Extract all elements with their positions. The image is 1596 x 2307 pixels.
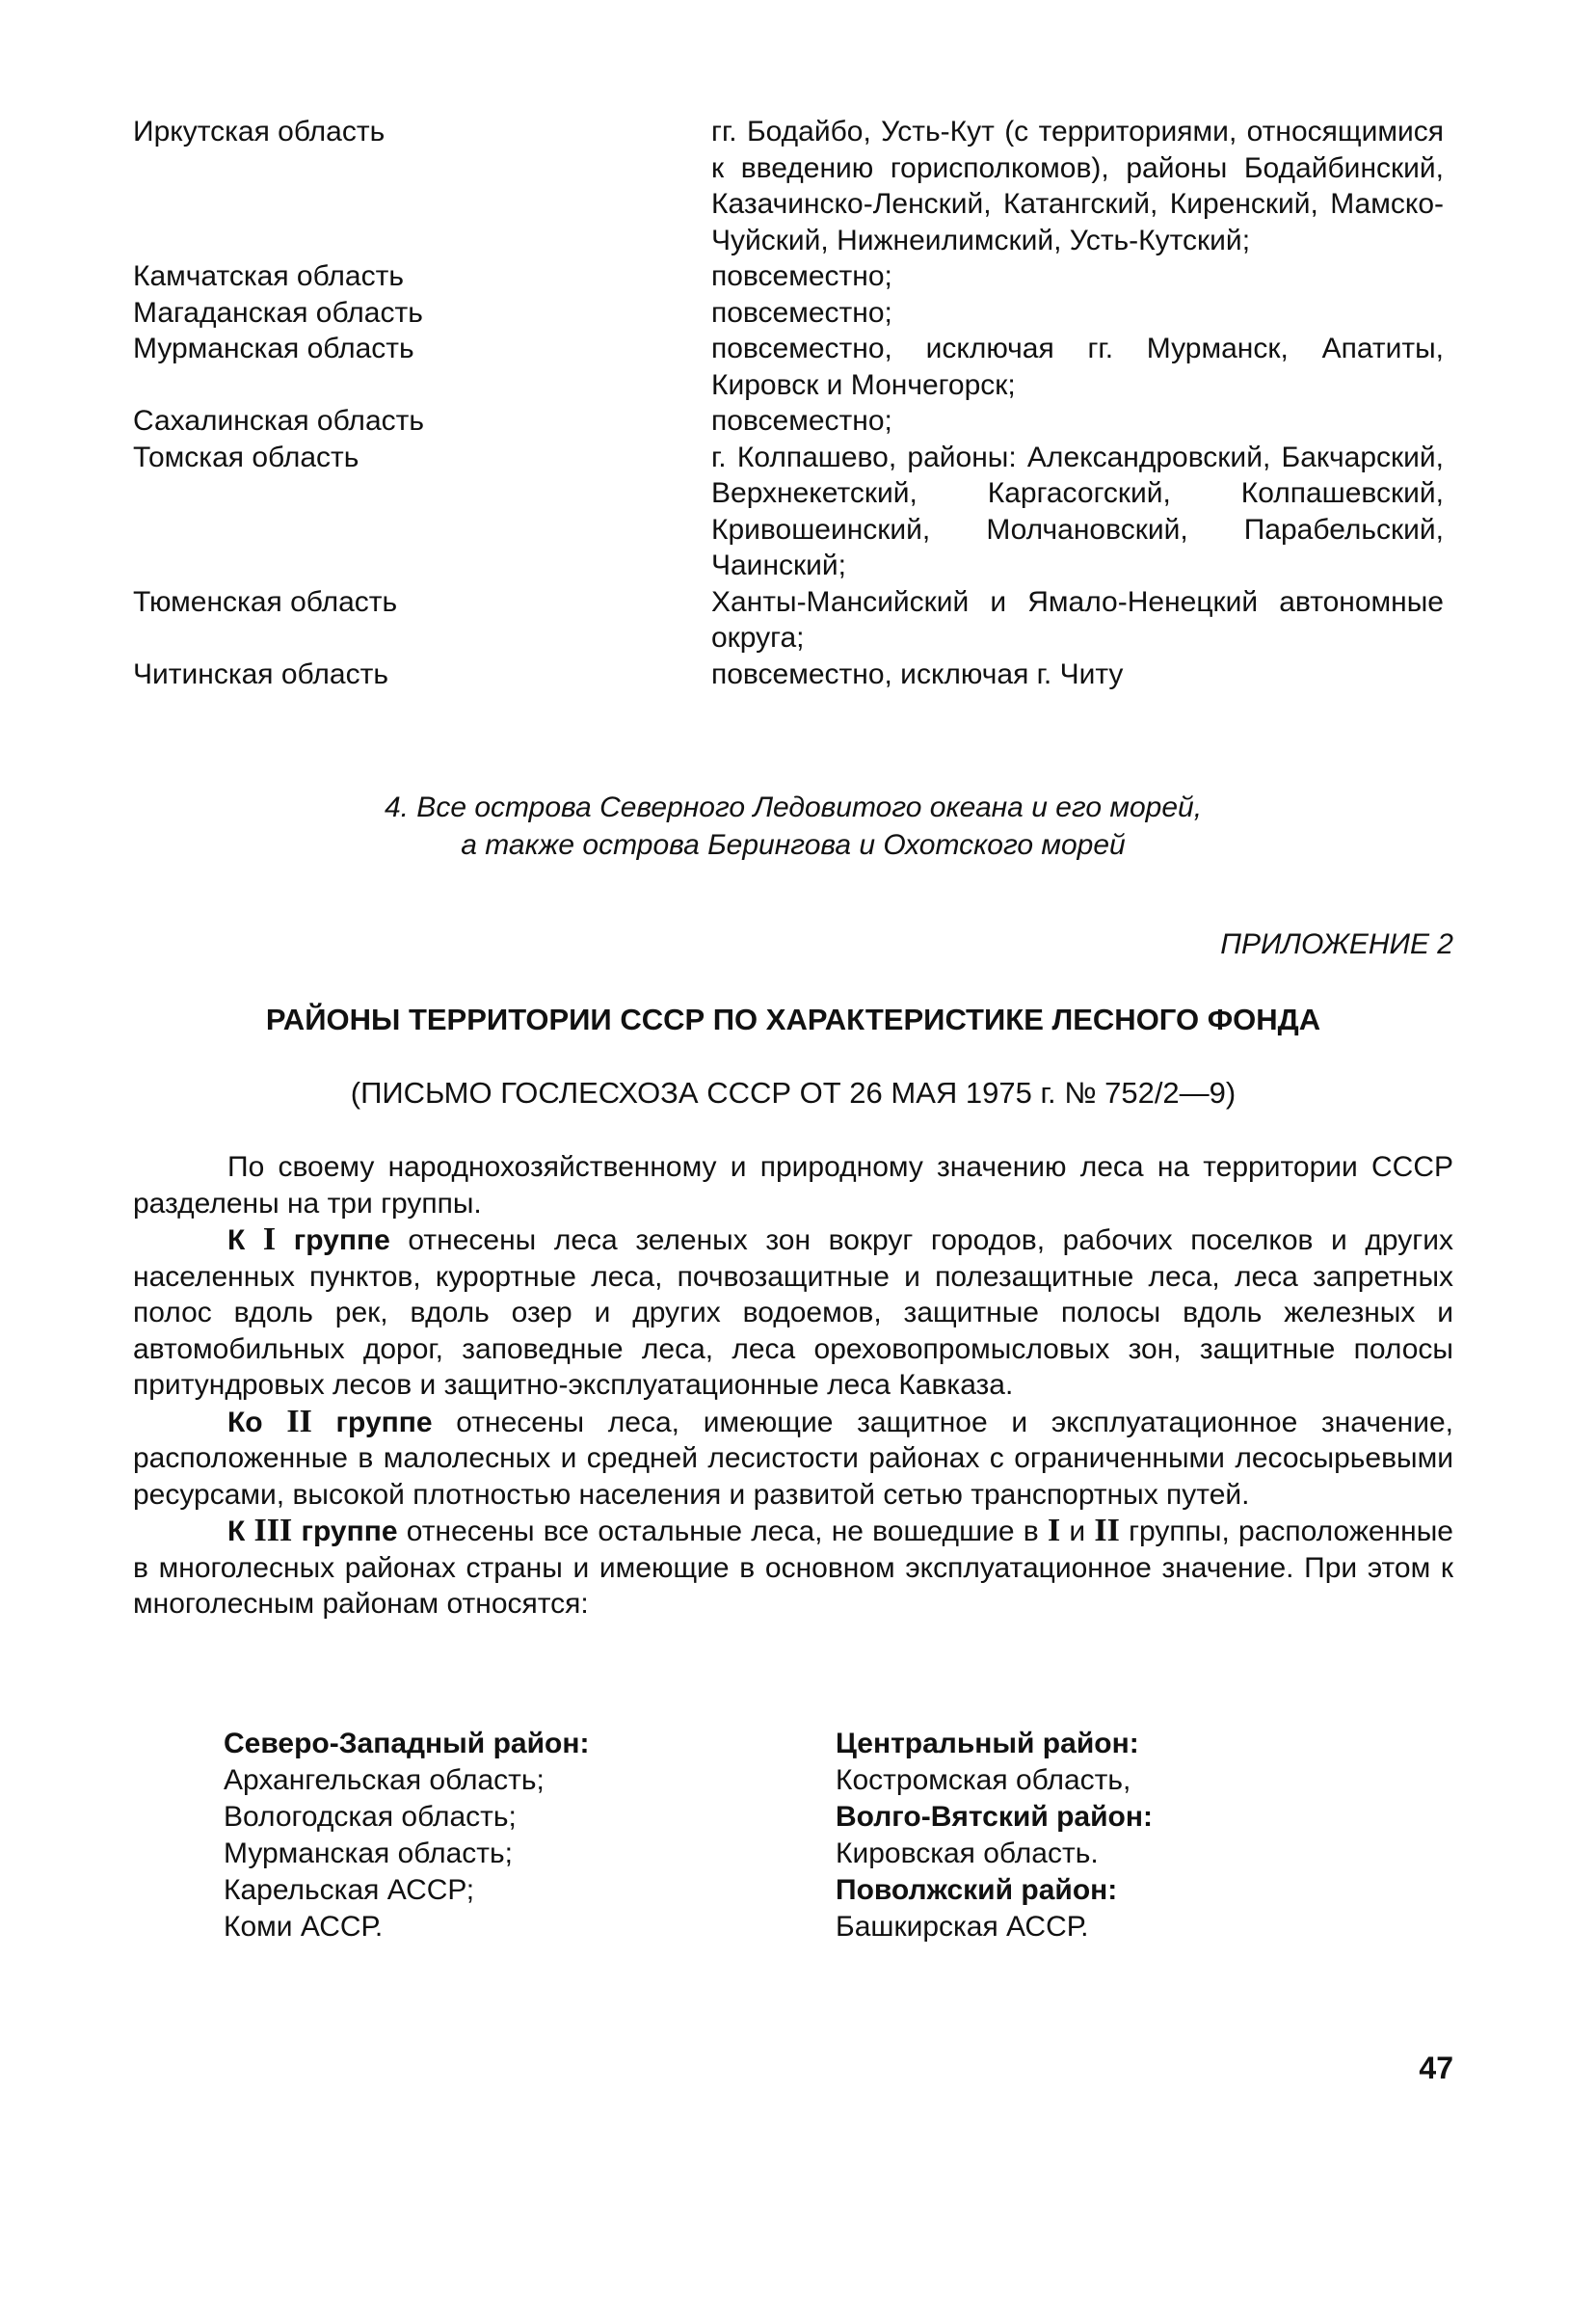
region-name: Читинская область xyxy=(133,657,388,690)
sub-heading: (ПИСЬМО ГОСЛЕСХОЗА СССР ОТ 26 МАЯ 1975 г. № 752/2—9) xyxy=(350,1076,1237,1110)
region-row xyxy=(133,440,1453,584)
group-1-paragraph xyxy=(133,1221,1453,1404)
region-description: повсеместно, исключая г. Читу xyxy=(711,657,1124,690)
group-3-paragraph xyxy=(133,1513,1453,1623)
region-row xyxy=(133,258,1453,295)
group-3-text: группы, расположенные в многолесных районах страны и имеющие в основном эксплуатационное значение. При этом к многолесным районам относятся: xyxy=(133,1516,1453,1620)
region-name: Мурманская область xyxy=(133,333,414,364)
list-item: Вологодская область; xyxy=(224,1801,517,1833)
list-item: Коми АССР. xyxy=(224,1911,384,1943)
region-description: повсеместно, исключая гг. Мурманск, Апатиты, Кировск и Мончегорск; xyxy=(711,333,1444,401)
islands-note xyxy=(133,789,1453,864)
region-name: Сахалинская область xyxy=(133,405,424,437)
group-1-word: группе xyxy=(276,1224,390,1256)
region-row xyxy=(133,331,1453,403)
region-table xyxy=(133,114,1453,692)
islands-note-line: а также острова Берингова и Охотского морей xyxy=(461,829,1126,861)
group-3-word: группе xyxy=(292,1516,398,1547)
group-3-prefix: К xyxy=(227,1516,254,1547)
main-heading: РАЙОНЫ ТЕРРИТОРИИ СССР ПО ХАРАКТЕРИСТИКЕ ЛЕСНОГО ФОНДА xyxy=(265,1003,1321,1036)
group-3-text: отнесены все остальные леса, не вошедшие в xyxy=(397,1516,1048,1547)
group-3-roman-inline: I xyxy=(1047,1513,1061,1548)
volga-vyatka-region-header: Волго-Вятский район: xyxy=(836,1801,1153,1833)
forest-regions-columns xyxy=(224,1726,1284,1945)
group-2-text: отнесены леса, имеющие защитное и эксплуатационное значение, расположенные в малолесных и средней лесистости районах с ограниченными лесосырьевыми ресурсами, высокой плотностью населения и развитой сетью транспортных путей. xyxy=(133,1406,1453,1511)
northwest-region-header: Северо-Западный район: xyxy=(224,1728,590,1759)
list-item: Кировская область. xyxy=(836,1838,1099,1869)
region-description: гг. Бодайбо, Усть-Кут (с территориями, относящимися к введению горисполкомов), районы Бодайбинский, Казачинско-Ленский, Катангский, Киренский, Мамско-Чуйский, Нижнеилимский, Усть-Кутский; xyxy=(711,116,1444,256)
list-item: Карельская АССР; xyxy=(224,1874,475,1906)
region-name: Тюменская область xyxy=(133,585,398,618)
region-name: Магаданская область xyxy=(133,296,423,329)
group-1-prefix: К xyxy=(227,1224,263,1256)
region-description: повсеместно; xyxy=(711,260,892,292)
islands-note-line: 4. Все острова Северного Ледовитого океана и его морей, xyxy=(384,791,1203,823)
region-name: Камчатская область xyxy=(133,260,404,292)
list-item: Башкирская АССР. xyxy=(836,1911,1089,1943)
region-description: повсеместно; xyxy=(711,296,892,329)
central-region-header: Центральный район: xyxy=(836,1728,1139,1759)
group-3-roman-inline: II xyxy=(1094,1513,1120,1548)
page-number: 47 xyxy=(1419,2051,1453,2085)
group-1-roman: I xyxy=(262,1221,277,1257)
region-row xyxy=(133,114,1453,258)
list-item: Костромская область, xyxy=(836,1764,1131,1796)
region-row xyxy=(133,657,1453,693)
region-row xyxy=(133,403,1453,440)
region-description: повсеместно; xyxy=(711,405,892,437)
list-item: Архангельская область; xyxy=(224,1764,545,1796)
volga-region-header: Поволжский район: xyxy=(836,1874,1118,1906)
right-column xyxy=(836,1726,1284,1945)
group-2-word: группе xyxy=(311,1406,433,1438)
region-name: Иркутская область xyxy=(133,116,386,148)
region-description: Ханты-Мансийский и Ямало-Ненецкий автономные округа; xyxy=(711,585,1444,654)
appendix-label: ПРИЛОЖЕНИЕ 2 xyxy=(1220,928,1453,960)
group-1-text: отнесены леса зеленых зон вокруг городов, рабочих поселков и других населенных пунктов, курортные леса, почвозащитные и полезащитные леса, леса запретных полос вдоль рек, вдоль озер и других водоемов, защитные полосы вдоль железных и автомобильных дорог, заповедные леса, леса ореховопромысловых зон, защитные полосы притундровых лесов и защитно-эксплуатационные леса Кавказа. xyxy=(133,1224,1453,1401)
group-3-roman: III xyxy=(253,1513,293,1548)
region-name: Томская область xyxy=(133,441,359,473)
group-2-paragraph xyxy=(133,1404,1453,1514)
group-3-text: и xyxy=(1060,1516,1095,1547)
region-row xyxy=(133,295,1453,332)
region-row xyxy=(133,584,1453,657)
intro-paragraph: По своему народнохозяйственному и природному значению леса на территории СССР разделены на три группы. xyxy=(133,1151,1453,1220)
group-2-prefix: Ко xyxy=(227,1406,287,1438)
left-column xyxy=(224,1726,836,1945)
region-description: г. Колпашево, районы: Александровский, Бакчарский, Верхнекетский, Каргасогский, Колпашевский, Кривошеинский, Молчановский, Парабельский, Чаинский; xyxy=(711,441,1444,581)
list-item: Мурманская область; xyxy=(224,1838,514,1869)
body-text xyxy=(133,1149,1453,1623)
group-2-roman: II xyxy=(286,1403,312,1439)
